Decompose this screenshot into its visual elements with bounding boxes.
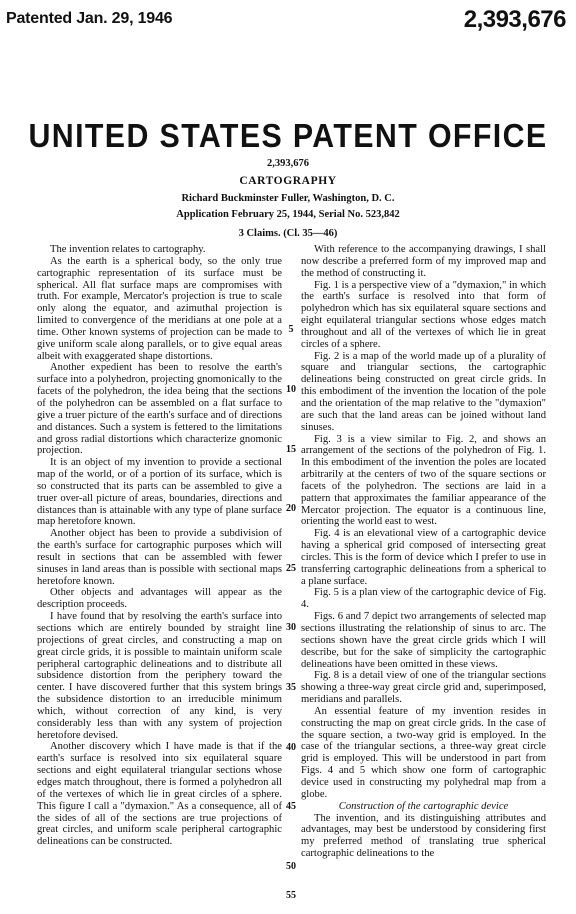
paragraph: I have found that by resolving the earth's surface into sections which are entirely bounded by straight line projections of great circles, and constructing a map on great circle grids, it is possible to maintain uniform scale peripheral cartographic delineations and to distribute all subsidence distortion from the periphery toward the center. I have discovered further that this system brings the subsidence distortion to an irreducible minimum which, without correction of any kind, is very considerably less than with any system of projection heretofore devised.	[37, 611, 282, 741]
paragraph: Another object has been to provide a subdivision of the earth's surface for cartographic purposes which will result in sections that can be assembled with fewer sinuses in land areas than is possible with sectional maps heretofore known.	[37, 528, 282, 587]
paragraph: Fig. 1 is a perspective view of a "dymaxion," in which the earth's surface is resolved into that form of polyhedron which has six equilateral square sections and eight equilateral triangular sections whose edges match throughout and all of the vertexes of which lie in great circles of a sphere.	[301, 279, 546, 350]
patent-title: CARTOGRAPHY	[239, 175, 337, 187]
line-number: 50	[286, 861, 296, 872]
line-number: 30	[286, 622, 296, 633]
paragraph: Fig. 4 is an elevational view of a cartographic device having a spherical grid composed of intersecting great circles. This is the form of device which I prefer to use in transferring cartographic delineations from a spherical to a plane surface.	[301, 528, 546, 587]
paragraph: Figs. 6 and 7 depict two arrangements of selected map sections illustrating the relationship of sinus to arc. The sections shown have the great circle grids which I will describe, but for the sake of simplicity the cartographic delineations have been omitted in these views.	[301, 611, 546, 670]
paragraph: Fig. 5 is a plan view of the cartographic device of Fig. 4.	[301, 587, 546, 611]
paragraph: It is an object of my invention to provide a sectional map of the world, or of a portion of its surface, which is so constructed that its parts can be assembled to give a truer over-all picture of areas, boundaries, directions and distances than is attainable with any type of plane surface map heretofore known.	[37, 457, 282, 528]
patented-date: Patented Jan. 29, 1946	[6, 10, 173, 27]
paragraph: Another expedient has been to resolve the earth's surface into a polyhedron, projecting gnomonically to the facets of the polyhedron, the idea being that the sections of the polyhedron can be assembled on a flat surface to give a truer picture of the earth's surface and of directions and distances. Such a system is fettered to the limitations and gross radial distortions which characterize gnomonic projection.	[37, 362, 282, 457]
line-number: 20	[286, 503, 296, 514]
section-heading: Construction of the cartographic device	[338, 800, 509, 812]
line-number: 5	[288, 324, 294, 335]
paragraph: As the earth is a spherical body, so the only true cartographic representation of its surface must be spherical. All flat surface maps are compromises with truth. For example, Mercator's projection is true to scale only along the equator, and azimuthal projection is limited to convergence of the meridians at one pole at a time. Other known systems of projection can be made to give uniform scale along parallels, or to give equal areas albeit with exaggerated shape distortions.	[37, 255, 282, 362]
inventor: Richard Buckminster Fuller, Washington, D. C.	[181, 193, 395, 204]
paragraph: The invention relates to cartography.	[50, 244, 206, 255]
right-column	[301, 244, 546, 860]
left-column	[37, 244, 282, 848]
line-number: 40	[286, 742, 296, 753]
application-line: Application February 25, 1944, Serial No. 523,842	[176, 209, 400, 220]
paragraph: Other objects and advantages will appear as the description proceeds.	[37, 587, 282, 611]
patent-number-header: 2,393,676	[463, 6, 566, 33]
claims-line: 3 Claims. (Cl. 35—46)	[238, 228, 338, 239]
line-number: 15	[286, 444, 296, 455]
line-number: 55	[286, 890, 296, 901]
paragraph: The invention, and its distinguishing attributes and advantages, may best be understood by considering first my preferred method of translating true spherical cartographic delineations to the	[301, 812, 546, 860]
patent-number: 2,393,676	[267, 158, 309, 169]
paragraph: Another discovery which I have made is that if the earth's surface is resolved into six equilateral square sections and eight equilateral triangular sections whose edges match throughout, there is formed a polyhedron all of the vertexes of which lie in great circles of a sphere. This figure I call a "dymaxion." As a consequence, all of the sides of all of the sections are true projections of great circles, and uniform scale peripheral cartographic delineations can be constructed.	[37, 741, 282, 848]
line-number: 25	[286, 563, 296, 574]
line-number: 35	[286, 682, 296, 693]
line-number: 10	[286, 384, 296, 395]
office-title: UNITED STATES PATENT OFFICE	[28, 117, 548, 154]
paragraph: Fig. 8 is a detail view of one of the triangular sections showing a three-way great circle grid and, superimposed, meridians and parallels.	[301, 670, 546, 706]
paragraph: With reference to the accompanying drawings, I shall now describe a preferred form of my improved map and the method of constructing it.	[301, 244, 546, 279]
line-number: 45	[286, 801, 296, 812]
paragraph: An essential feature of my invention resides in constructing the map on great circle grids. In the case of the square section, a two-way grid is employed. In the case of the triangular sections, a three-way great circle grid is employed. This will be understood in part from Figs. 4 and 5 which show one form of cartographic device used in constructing my polyhedral map from a globe.	[301, 705, 546, 800]
paragraph: Fig. 3 is a view similar to Fig. 2, and shows an arrangement of the sections of the polyhedron of Fig. 1. In this embodiment of the invention the poles are located arbitrarily at the centers of two of the square sections or facets of the polyhedron. The sections are laid in a pattern that approximates the familiar appearance of the Mercator projection. The equator is a continuous line, orienting the world east to west.	[301, 433, 546, 528]
paragraph: Fig. 2 is a map of the world made up of a plurality of square and triangular sections, the cartographic delineations being constructed on great circle grids. In this embodiment of the invention the location of the pole and the orientation of the map relative to the "dymaxion" are such that the land areas can be joined without land sinuses.	[301, 350, 546, 433]
